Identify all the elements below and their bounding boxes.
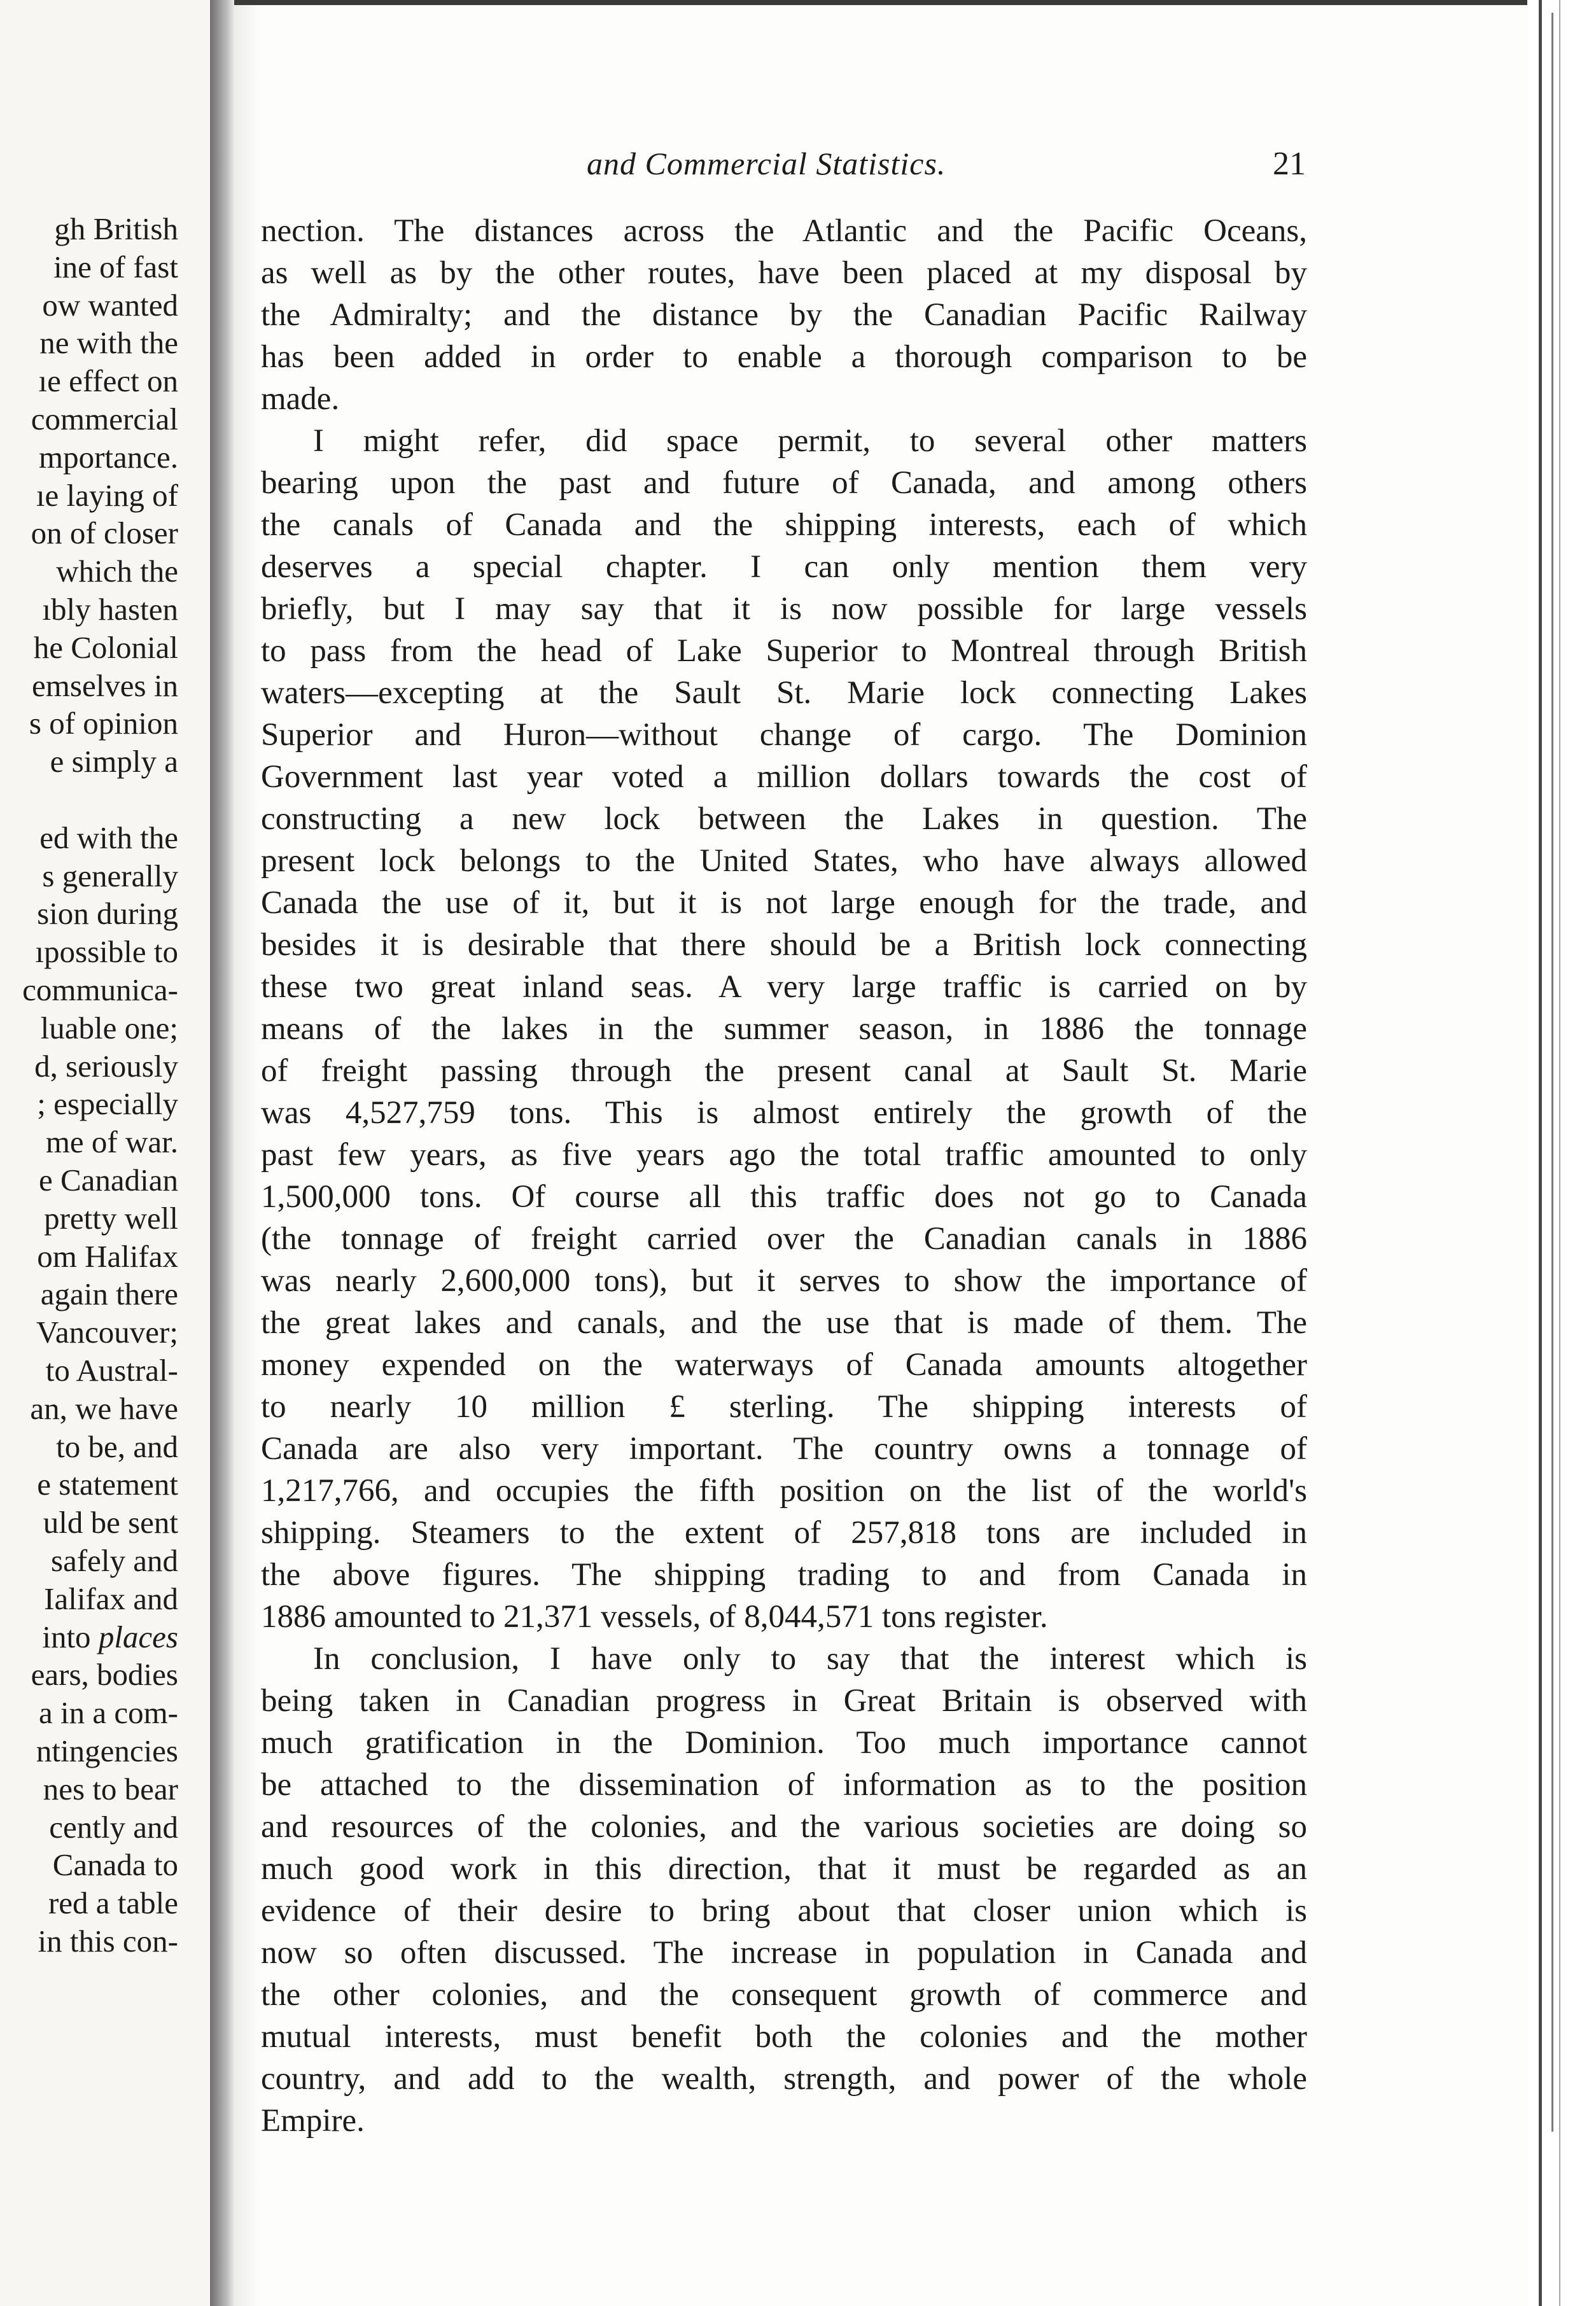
- facing-page-line: which the: [56, 554, 178, 589]
- text-line: Canada the use of it, but it is not large enough for the trade, and: [261, 885, 1307, 921]
- facing-page-line: ıe effect on: [38, 363, 178, 399]
- facing-page-line: mportance.: [38, 439, 178, 475]
- facing-page-line: to be, and: [56, 1429, 178, 1464]
- text-line: of freight passing through the present canal at Sault St. Marie: [261, 1053, 1307, 1089]
- facing-page-line: Vancouver;: [36, 1315, 178, 1350]
- text-line: being taken in Canadian progress in Great Britain is observed with: [261, 1683, 1307, 1719]
- facing-page-line: ntingencies: [36, 1733, 178, 1768]
- facing-page-line: me of war.: [45, 1124, 178, 1160]
- text-line: present lock belongs to the United States, who have always allowed: [261, 843, 1307, 879]
- text-line: money expended on the waterways of Canada amounts altogether: [261, 1347, 1307, 1383]
- text-line: the above figures. The shipping trading to and from Canada in: [261, 1557, 1307, 1593]
- facing-page-line: cently and: [49, 1809, 178, 1845]
- facing-page-line: uld be sent: [43, 1505, 178, 1541]
- facing-page-line: into places: [42, 1619, 178, 1654]
- page-number: 21: [1273, 146, 1306, 182]
- text-line: In conclusion, I have only to say that the interest which is: [313, 1641, 1307, 1677]
- text-line: mutual interests, must benefit both the colonies and the mother: [261, 2019, 1307, 2055]
- text-line: made.: [261, 381, 340, 417]
- facing-page-line: an, we have: [30, 1390, 178, 1426]
- page-edge-line: [1559, 0, 1560, 2306]
- text-line: nection. The distances across the Atlantic and the Pacific Oceans,: [261, 213, 1307, 249]
- text-line: Canada are also very important. The country owns a tonnage of: [261, 1431, 1307, 1467]
- facing-page-line: again there: [40, 1276, 178, 1312]
- text-line: was nearly 2,600,000 tons), but it serves to show the importance of: [261, 1263, 1307, 1299]
- page-edge-line: [1551, 13, 1553, 2132]
- text-line: to nearly 10 million £ sterling. The shipping interests of: [261, 1389, 1307, 1425]
- text-line: briefly, but I may say that it is now possible for large vessels: [261, 591, 1307, 627]
- facing-page-line: ed with the: [39, 820, 178, 855]
- text-line: now so often discussed. The increase in population in Canada and: [261, 1935, 1307, 1971]
- text-line: much gratification in the Dominion. Too much importance cannot: [261, 1725, 1307, 1761]
- facing-page-line: emselves in: [32, 667, 178, 703]
- text-line: and resources of the colonies, and the various societies are doing so: [261, 1809, 1307, 1845]
- text-line: 1886 amounted to 21,371 vessels, of 8,044,571 tons register.: [261, 1599, 1048, 1635]
- facing-page-line: ne with the: [39, 325, 178, 361]
- facing-page-line: e Canadian: [38, 1163, 178, 1198]
- facing-page-line: safely and: [51, 1543, 178, 1578]
- facing-page-line: a in a com-: [38, 1695, 178, 1731]
- facing-page-line: ıpossible to: [35, 934, 178, 970]
- facing-page: [0, 0, 210, 2306]
- text-line: waters—excepting at the Sault St. Marie lock connecting Lakes: [261, 675, 1307, 711]
- top-edge-shadow: [234, 0, 1539, 5]
- facing-page-line: ears, bodies: [31, 1657, 178, 1693]
- facing-page-line: in this con-: [38, 1924, 178, 1959]
- facing-page-line: s generally: [42, 858, 178, 893]
- facing-page-line: ıbly hasten: [42, 592, 178, 627]
- text-line: the other colonies, and the consequent growth of commerce and: [261, 1977, 1307, 2013]
- facing-page-line: e simply a: [50, 744, 178, 779]
- text-line: past few years, as five years ago the total traffic amounted to only: [261, 1137, 1307, 1173]
- text-line: 1,500,000 tons. Of course all this traffic does not go to Canada: [261, 1179, 1307, 1215]
- facing-page-line: ine of fast: [53, 249, 178, 284]
- text-line: as well as by the other routes, have been placed at my disposal by: [261, 255, 1307, 291]
- facing-page-line: red a table: [48, 1885, 178, 1921]
- paragraph: [261, 210, 1307, 420]
- text-line: evidence of their desire to bring about that closer union which is: [261, 1893, 1307, 1929]
- text-line: deserves a special chapter. I can only mention them very: [261, 549, 1307, 585]
- text-line: (the tonnage of freight carried over the Canadian canals in 1886: [261, 1221, 1307, 1257]
- text-line: bearing upon the past and future of Canada, and among others: [261, 465, 1307, 501]
- text-line: was 4,527,759 tons. This is almost entirely the growth of the: [261, 1095, 1307, 1131]
- text-line: country, and add to the wealth, strength, and power of the whole: [261, 2061, 1307, 2097]
- facing-page-line: he Colonial: [33, 629, 178, 665]
- facing-page-line: ; especially: [37, 1086, 178, 1122]
- page-edge-line: [1539, 0, 1542, 2306]
- text-line: Superior and Huron—without change of cargo. The Dominion: [261, 717, 1307, 753]
- text-line: the Admiralty; and the distance by the Canadian Pacific Railway: [261, 297, 1307, 333]
- facing-page-line: e statement: [37, 1467, 178, 1502]
- body-text: [261, 210, 1307, 2142]
- binding-gutter: [210, 0, 234, 2306]
- paragraph: [261, 1638, 1307, 2142]
- facing-page-line: luable one;: [40, 1010, 178, 1045]
- text-line: 1,217,766, and occupies the fifth position on the list of the world's: [261, 1473, 1307, 1509]
- text-line: I might refer, did space permit, to several other matters: [313, 423, 1307, 459]
- facing-page-line: on of closer: [31, 515, 178, 551]
- facing-page-line: Ialifax and: [44, 1581, 178, 1616]
- text-line: the great lakes and canals, and the use that is made of them. The: [261, 1305, 1307, 1341]
- paragraph: [261, 420, 1307, 1638]
- facing-page-line: sion during: [37, 896, 178, 932]
- facing-page-line: Canada to: [52, 1847, 178, 1883]
- facing-page-line: d, seriously: [34, 1048, 178, 1084]
- page-edge: [1527, 0, 1596, 2306]
- facing-page-line: om Halifax: [37, 1238, 178, 1274]
- text-line: besides it is desirable that there should be a British lock connecting: [261, 927, 1307, 963]
- text-line: has been added in order to enable a thorough comparison to be: [261, 339, 1307, 375]
- text-line: much good work in this direction, that it must be regarded as an: [261, 1851, 1307, 1887]
- facing-page-line: pretty well: [44, 1200, 178, 1236]
- facing-page-line: communica-: [22, 972, 178, 1007]
- text-line: Empire.: [261, 2103, 365, 2139]
- text-line: constructing a new lock between the Lakes in question. The: [261, 801, 1307, 837]
- facing-page-line: ıe laying of: [36, 477, 178, 513]
- text-line: these two great inland seas. A very large traffic is carried on by: [261, 969, 1307, 1005]
- facing-page-line: nes to bear: [43, 1771, 178, 1806]
- text-line: shipping. Steamers to the extent of 257,818 tons are included in: [261, 1515, 1307, 1551]
- facing-page-line: commercial: [31, 402, 178, 437]
- text-line: Government last year voted a million dollars towards the cost of: [261, 759, 1307, 795]
- facing-page-line: s of opinion: [29, 706, 178, 741]
- facing-page-line: gh British: [54, 211, 178, 246]
- running-title: and Commercial Statistics.: [587, 146, 946, 181]
- text-line: means of the lakes in the summer season, in 1886 the tonnage: [261, 1011, 1307, 1047]
- gutter-shadow: [234, 0, 260, 2306]
- text-line: the canals of Canada and the shipping interests, each of which: [261, 507, 1307, 543]
- facing-page-line: ow wanted: [42, 287, 178, 323]
- running-header: [262, 145, 1306, 190]
- facing-page-line: to Austral-: [45, 1353, 178, 1388]
- text-line: be attached to the dissemination of information as to the position: [261, 1767, 1307, 1803]
- text-line: to pass from the head of Lake Superior to Montreal through British: [261, 633, 1307, 669]
